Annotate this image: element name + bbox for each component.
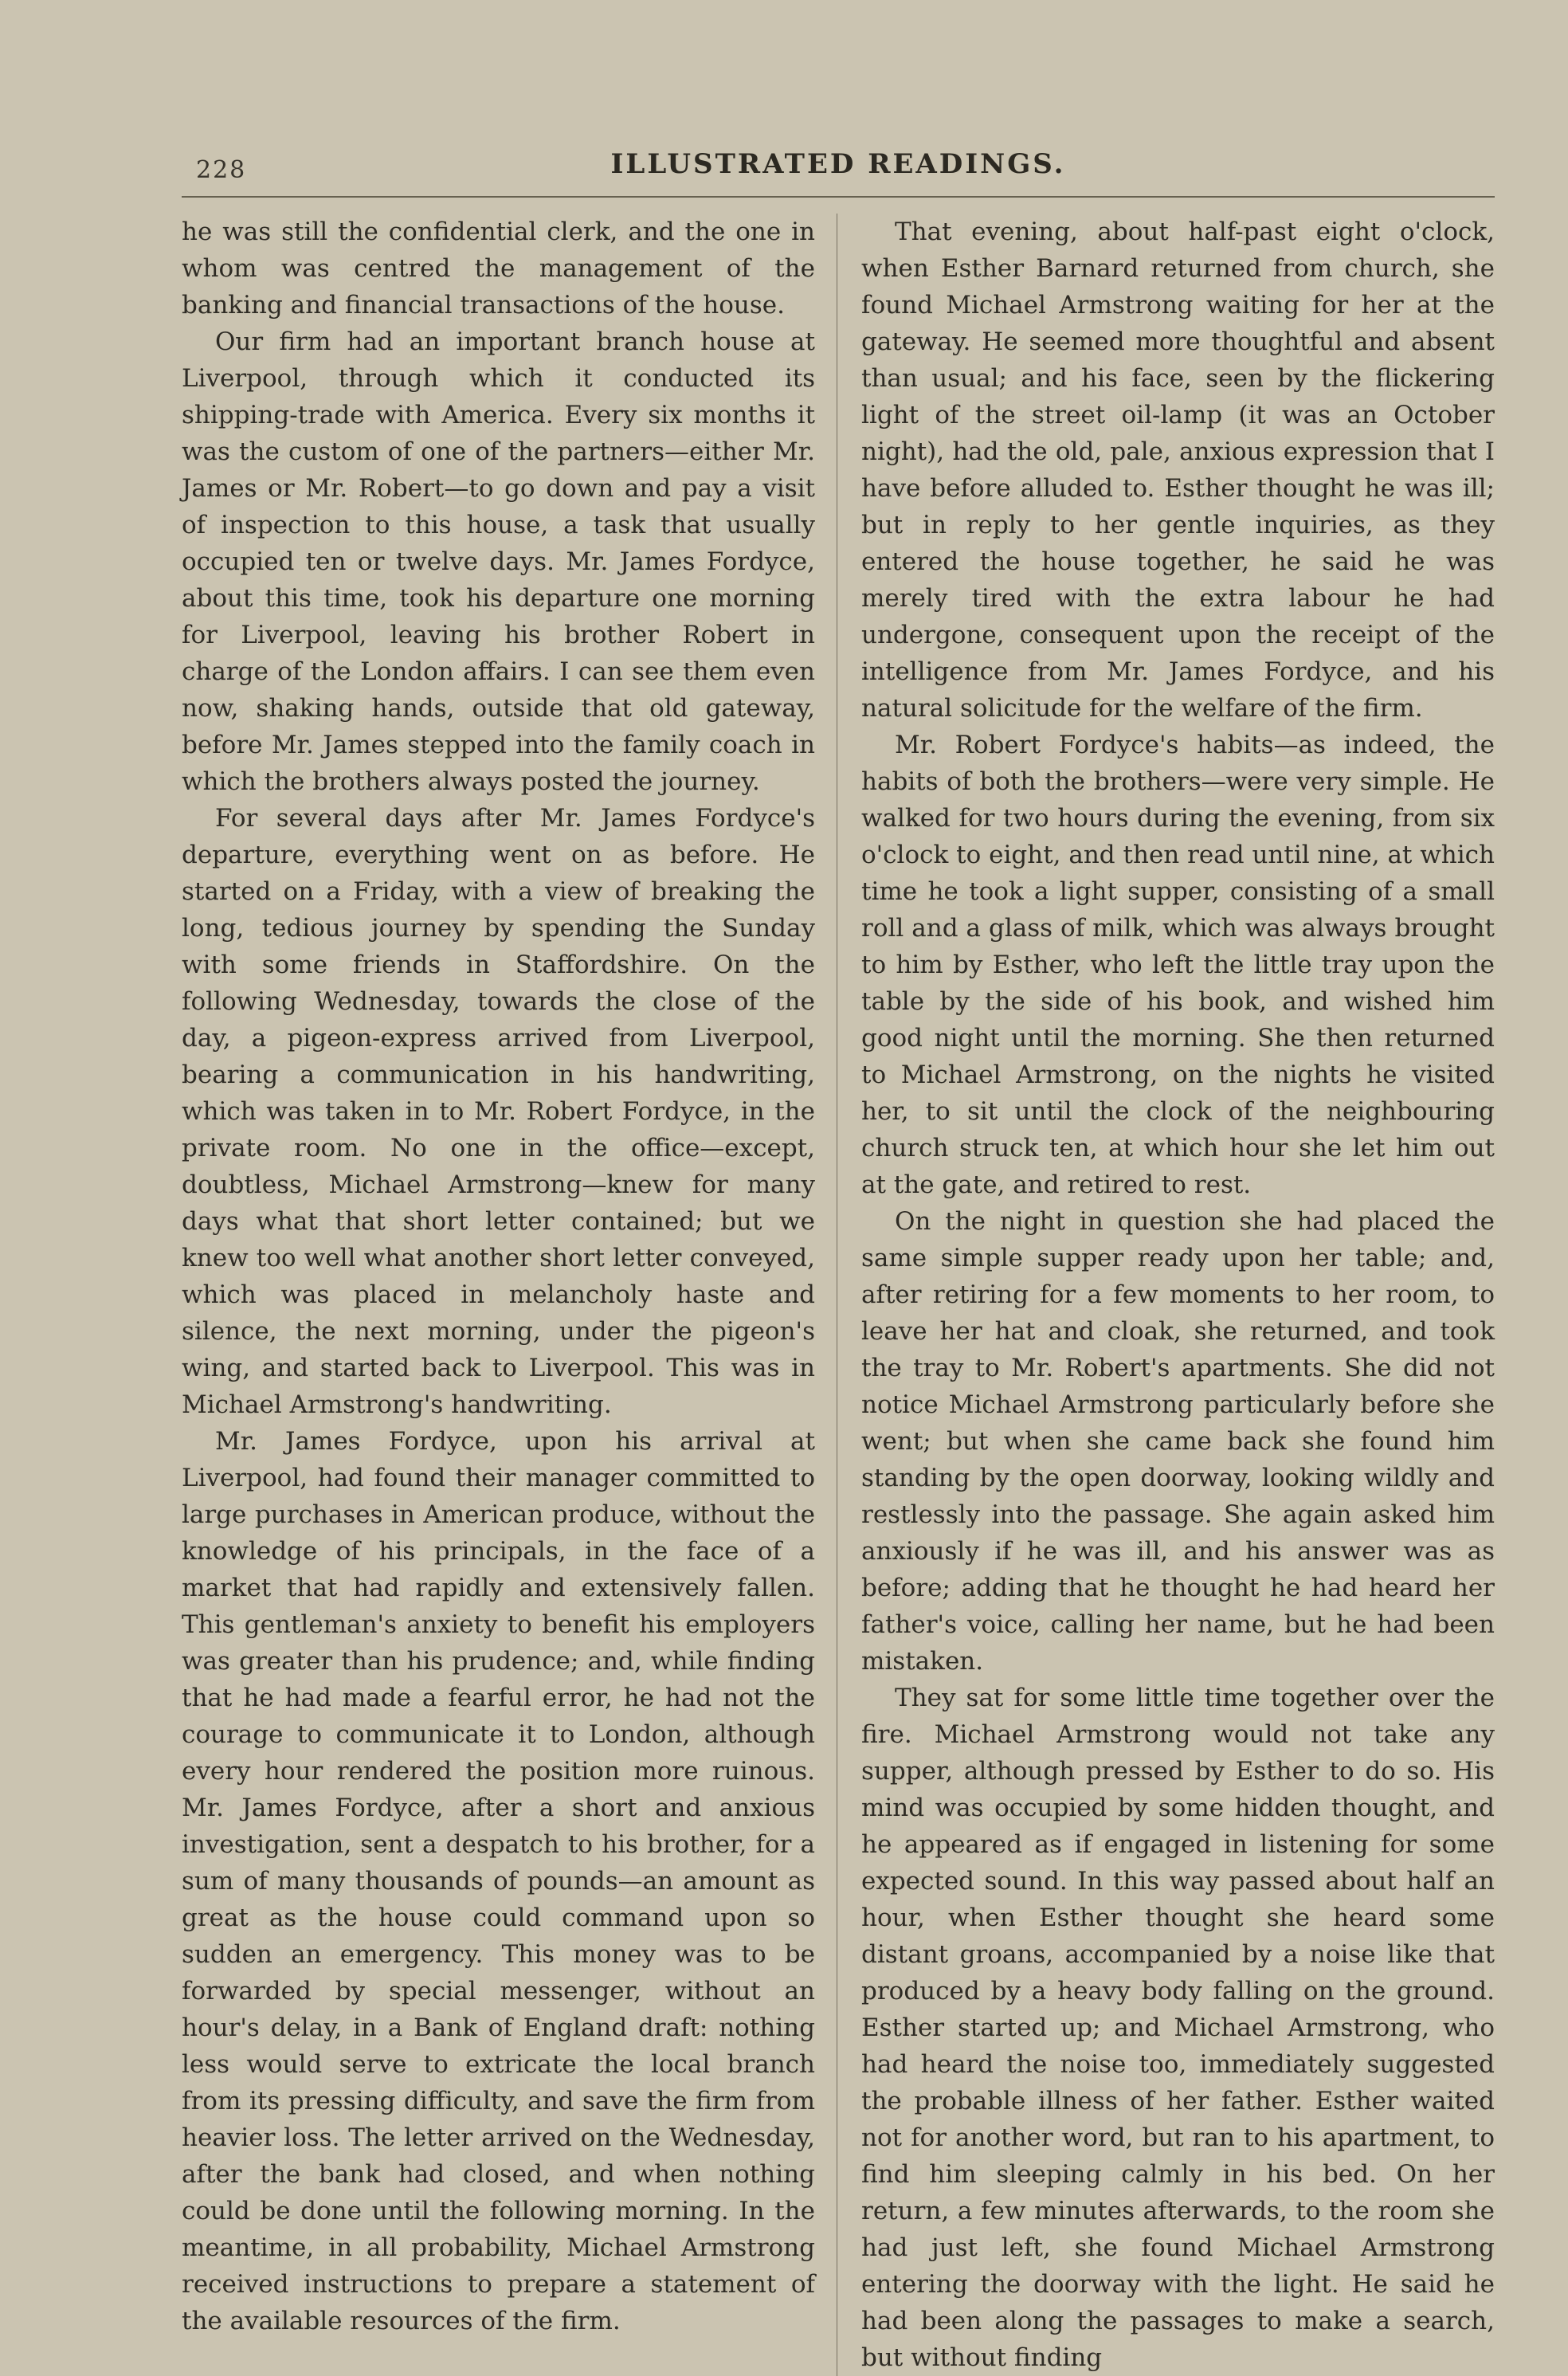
paragraph: Mr. James Fordyce, upon his arrival at Liverpool, had found their manager committed to large purchases in American produce, without the knowledge of his principals, in the face of a market that had rapidly and extensively fallen. This gentleman's anxiety to benefit his employers was greater than his prudence; and, while finding that he had made a fearful error, he had not the courage to communicate it to London, although every hour rendered the position more ruinous. Mr. James Fordyce, after a short and anxious investigation, sent a despatch to his brother, for a sum of many thousands of pounds—an amount as great as the house could command upon so sudden an emergency. This money was to be forwarded by special messenger, without an hour's delay, in a Bank of England draft: nothing less would serve to extricate the local branch from its pressing difficulty, and save the firm from heavier loss. The letter arrived on the Wednesday, after the bank had closed, and when nothing could be done until the following morning. In the meantime, in all probability, Michael Armstrong received instructions to prepare a statement of the available resources of the firm. bbox=[182, 1427, 815, 2335]
page-number: 228 bbox=[196, 156, 247, 184]
paragraph: They sat for some little time together over the fire. Michael Armstrong would not take any supper, although pressed by Esther to do so. His mind was occupied by some hidden thought, and he appeared as if engaged in listening for some expected sound. In this way passed about half an hour, when Esther thought she heard some distant groans, accompanied by a noise like that produced by a heavy body falling on the ground. Esther started up; and Michael Armstrong, who had heard the noise too, immediately suggested the probable illness of her father. Esther waited not for another word, but ran to his apartment, to find him sleeping calmly in his bed. On her return, a few minutes afterwards, to the room she had just left, she found Michael Armstrong entering the doorway with the light. He said he had been along the passages to make a search, but without finding bbox=[861, 1684, 1495, 2372]
running-title: ILLUSTRATED READINGS. bbox=[610, 148, 1066, 180]
paragraph: For several days after Mr. James Fordyce's departure, everything went on as before. He started on a Friday, with a view of breaking the long, tedious journey by spending the Sunday with some friends in Staffordshire. On the following Wednesday, towards the close of the day, a pigeon-express arrived from Liverpool, bearing a communication in his handwriting, which was taken in to Mr. Robert Fordyce, in the private room. No one in the office—except, doubtless, Michael Armstrong—knew for many days what that short letter contained; but we knew too well what another short letter conveyed, which was placed in melancholy haste and silence, the next morning, under the pigeon's wing, and started back to Liverpool. This was in Michael Armstrong's handwriting. bbox=[182, 804, 815, 1419]
paragraph: Mr. Robert Fordyce's habits—as indeed, the habits of both the brothers—were very simple. He walked for two hours during the evening, from six o'clock to eight, and then read until nine, at which time he took a light supper, consisting of a small roll and a glass of milk, which was always brought to him by Esther, who left the little tray upon the table by the side of his book, and wished him good night until the morning. She then returned to Michael Armstrong, on the nights he visited her, to sit until the clock of the neighbouring church struck ten, at which hour she let him out at the gate, and retired to rest. bbox=[861, 731, 1495, 1199]
page-content bbox=[182, 148, 1495, 2376]
text-columns bbox=[182, 214, 1495, 2376]
right-column bbox=[837, 214, 1495, 2376]
left-column bbox=[182, 214, 837, 2376]
header-rule bbox=[182, 196, 1495, 198]
paragraph: Our firm had an important branch house at Liverpool, through which it conducted its shipping-trade with America. Every six months it was the custom of one of the partners—either Mr. James or Mr. Robert—to go down and pay a visit of inspection to this house, a task that usually occupied ten or twelve days. Mr. James Fordyce, about this time, took his departure one morning for Liverpool, leaving his brother Robert in charge of the London affairs. I can see them even now, shaking hands, outside that old gateway, before Mr. James stepped into the family coach in which the brothers always posted the journey. bbox=[182, 327, 815, 796]
paragraph: he was still the confidential clerk, and the one in whom was centred the management of the banking and financial transactions of the house. bbox=[182, 218, 815, 320]
paragraph: On the night in question she had placed the same simple supper ready upon her table; and, after retiring for a few moments to her room, to leave her hat and cloak, she returned, and took the tray to Mr. Robert's apartments. She did not notice Michael Armstrong particularly before she went; but when she came back she found him standing by the open doorway, looking wildly and restlessly into the passage. She again asked him anxiously if he was ill, and his answer was as before; adding that he thought he had heard her father's voice, calling her name, but he had been mistaken. bbox=[861, 1207, 1495, 1676]
paragraph: That evening, about half-past eight o'clock, when Esther Barnard returned from church, she found Michael Armstrong waiting for her at the gateway. He seemed more thoughtful and absent than usual; and his face, seen by the flickering light of the street oil-lamp (it was an October night), had the old, pale, anxious expression that I have before alluded to. Esther thought he was ill; but in reply to her gentle inquiries, as they entered the house together, he said he was merely tired with the extra labour he had undergone, consequent upon the receipt of the intelligence from Mr. James Fordyce, and his natural solicitude for the welfare of the firm. bbox=[861, 218, 1495, 723]
page-header bbox=[182, 148, 1495, 190]
